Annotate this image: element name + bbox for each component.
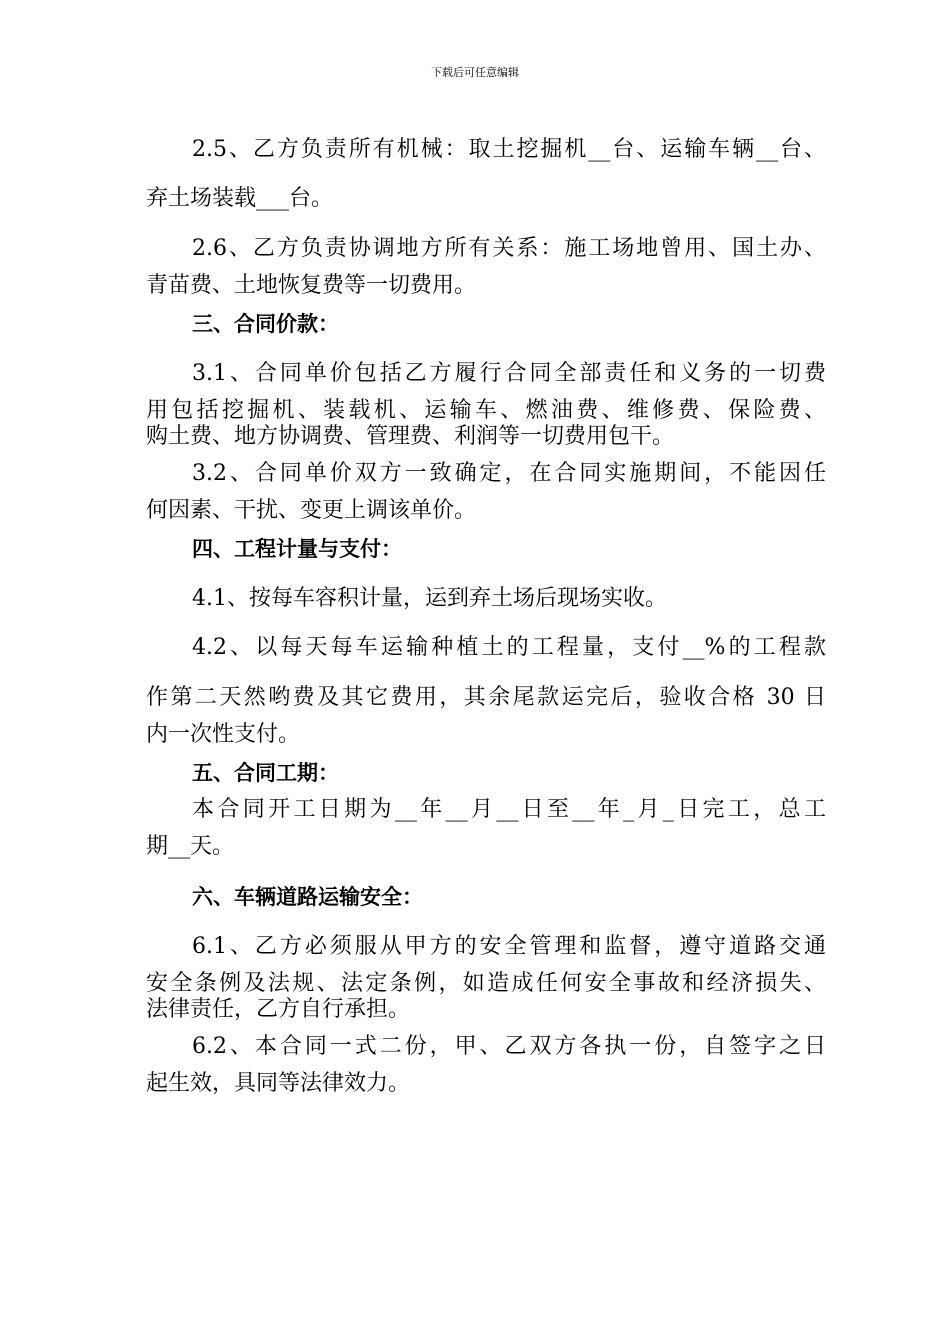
paragraph-line: 何因素、干扰、变更上调该单价。 [146,498,477,523]
section-heading: 三、合同价款： [192,312,339,336]
paragraph-line: 弃土场装载___台。 [146,186,334,211]
page-header: 下载后可任意编辑 [431,66,519,79]
paragraph-line: 3.1、合同单价包括乙方履行合同全部责任和义务的一切费 [192,361,826,386]
paragraph-line: 内一次性支付。 [146,722,301,747]
paragraph-line: 期__天。 [146,834,235,859]
section-heading: 四、工程计量与支付： [192,537,402,561]
paragraph-line: 法律责任，乙方自行承担。 [146,997,411,1022]
paragraph-line: 起生效，具同等法律效力。 [146,1071,411,1096]
paragraph-line: 用包括挖掘机、装载机、运输车、燃油费、维修费、保险费、 [146,398,826,423]
paragraph-line: 购土费、地方协调费、管理费、利润等一切费用包干。 [146,424,675,449]
paragraph-line: 6.1、乙方必须服从甲方的安全管理和监督，遵守道路交通 [192,934,826,959]
paragraph-line: 2.5、乙方负责所有机械：取土挖掘机__台、运输车辆__台、 [192,137,826,162]
paragraph-line: 作第二天然哟费及其它费用，其余尾款运完后，验收合格 30 日 [146,685,826,710]
paragraph-line: 6.2、本合同一式二份，甲、乙双方各执一份，自签字之日 [192,1034,826,1059]
paragraph-line: 青苗费、土地恢复费等一切费用。 [146,273,477,298]
paragraph-line: 4.2、以每天每车运输种植土的工程量，支付__%的工程款 [192,635,826,660]
paragraph-line: 4.1、按每车容积计量，运到弃土场后现场实收。 [192,586,667,611]
section-heading: 五、合同工期： [192,761,339,785]
paragraph-line: 2.6、乙方负责协调地方所有关系：施工场地曾用、国土办、 [192,236,826,261]
paragraph-line: 3.2、合同单价双方一致确定，在合同实施期间，不能因任 [192,461,826,486]
paragraph-line: 安全条例及法规、法定条例，如造成任何安全事故和经济损失、 [146,971,826,996]
paragraph-line: 本合同开工日期为__年__月__日至__年_月_日完工，总工 [192,797,826,822]
section-heading: 六、车辆道路运输安全： [192,885,423,909]
